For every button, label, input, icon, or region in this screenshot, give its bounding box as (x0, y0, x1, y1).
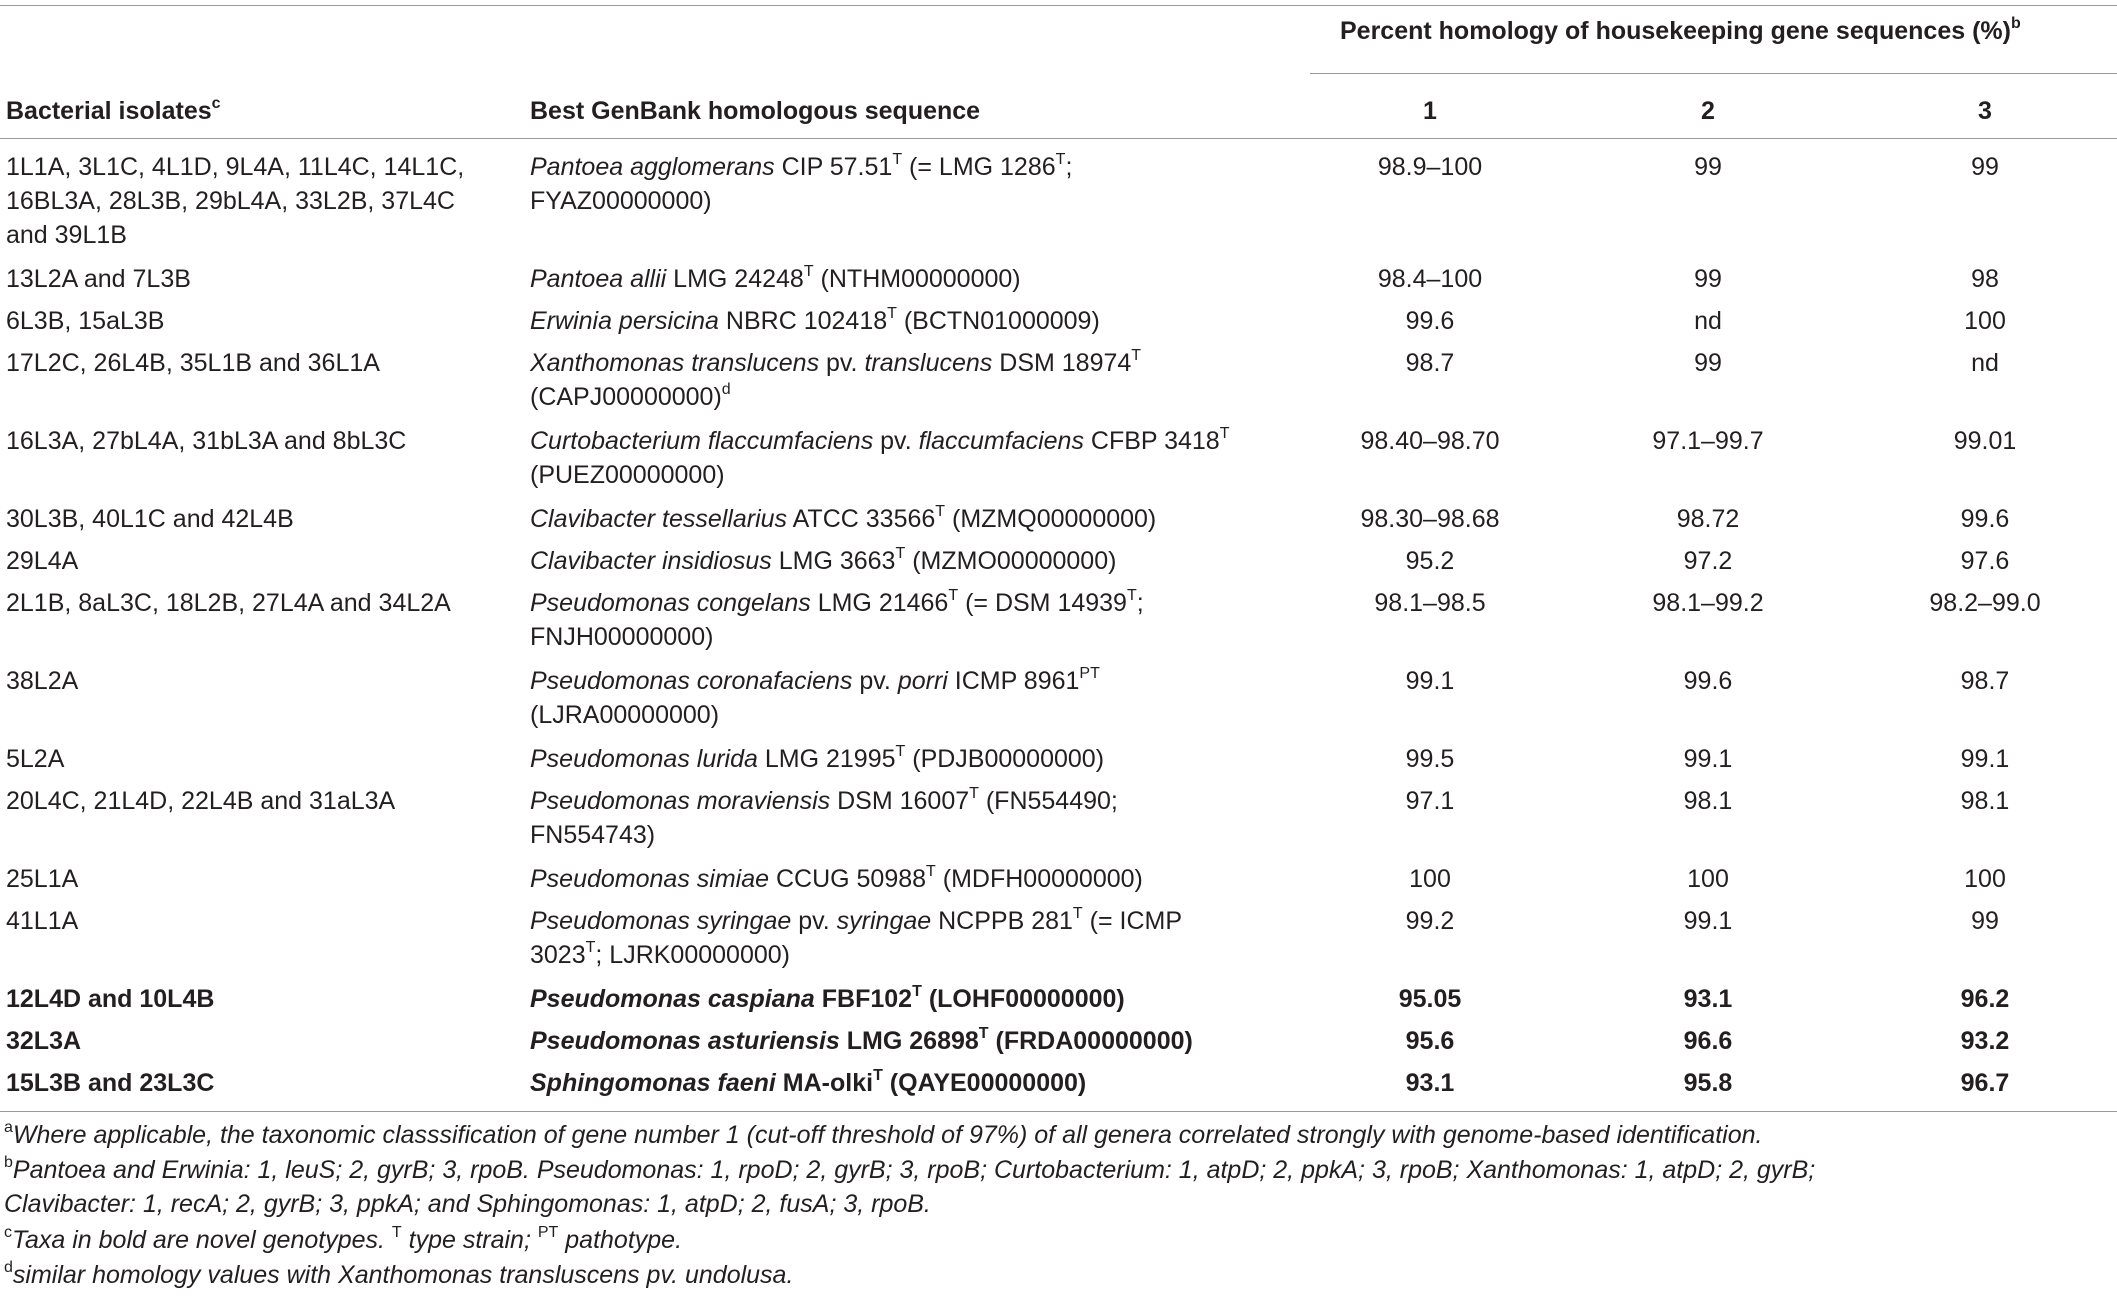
header-best-sequence: Best GenBank homologous sequence (530, 97, 981, 125)
row-value-1: 98.7 (1405, 349, 1455, 377)
row-value-3: 97.6 (1960, 547, 2010, 575)
row-isolates: 25L1A (6, 865, 79, 893)
row-value-1: 97.1 (1405, 787, 1455, 815)
header-gene-2: 2 (1701, 97, 1715, 125)
row-value-1: 99.1 (1405, 667, 1455, 695)
footnote-d: $^d$similar homology values with Xanthomonas transluscens pv. undolusa. (4, 1259, 794, 1289)
row-value-1: 98.40–98.70 (1360, 427, 1500, 455)
group-header: Percent homology of housekeeping gene sequences (%)$^b$ (1340, 15, 2021, 45)
header-bottom-rule (0, 138, 2117, 139)
row-value-1: 95.2 (1405, 547, 1455, 575)
row-isolates: 12L4D and 10L4B (6, 985, 215, 1013)
row-value-2: 99.1 (1683, 907, 1733, 935)
row-value-3: 96.2 (1960, 985, 2010, 1013)
row-value-3: 96.7 (1960, 1069, 2010, 1097)
row-isolates: 32L3A (6, 1027, 82, 1055)
row-value-1: 99.2 (1405, 907, 1455, 935)
row-value-3: 100 (1964, 307, 2006, 335)
row-value-1: 95.05 (1398, 985, 1462, 1013)
row-isolates: 30L3B, 40L1C and 42L4B (6, 505, 294, 533)
row-value-2: 93.1 (1683, 985, 1733, 1013)
row-value-3: 99.6 (1960, 505, 2010, 533)
footnote-b: $^b$Pantoea and Erwinia: 1, leuS; 2, gyrB; 3, rpoB. Pseudomonas: 1, rpoD; 2, gyrB; 3, rpoB; Curtobacterium: 1, atpD; 2, ppkA; 3, rpoB; Xanthomonas: 1, atpD; 2, gyrB; Clavibacter: 1, recA; 2, gyrB; 3, ppkA; and Sphingomonas: 1, atpD; 2, fusA; 3, rpoB. (4, 1154, 1816, 1218)
header-isolates: Bacterial isolates$^c$ (6, 95, 221, 125)
row-value-2: 97.1–99.7 (1652, 427, 1764, 455)
row-value-1: 100 (1409, 865, 1451, 893)
row-value-3: 99.1 (1960, 745, 2010, 773)
row-isolates: 29L4A (6, 547, 79, 575)
row-value-2: 99.6 (1683, 667, 1733, 695)
row-value-2: nd (1694, 307, 1722, 335)
row-value-3: 98 (1971, 265, 1999, 293)
row-isolates: 6L3B, 15aL3B (6, 307, 165, 335)
row-value-2: 100 (1687, 865, 1729, 893)
row-isolates: 1L1A, 3L1C, 4L1D, 9L4A, 11L4C, 14L1C, 16BL3A, 28L3B, 29bL4A, 33L2B, 37L4C and 39L1B (6, 153, 465, 249)
row-value-1: 98.9–100 (1377, 153, 1483, 181)
row-value-1: 95.6 (1405, 1027, 1455, 1055)
row-value-2: 99 (1694, 265, 1722, 293)
row-best-sequence: Pseudomonas moraviensis DSM $16007^T$ (FN554490; FN554743) (530, 785, 1118, 849)
row-best-sequence: Xanthomonas translucens pv. translucens DSM $18974^T$ (CAPJ00000000)$^d$ (530, 347, 1142, 411)
row-best-sequence: Clavibacter tessellarius ATCC $33566^T$ (MZMQ00000000) (530, 503, 1157, 533)
row-value-2: 99.1 (1683, 745, 1733, 773)
row-isolates: 38L2A (6, 667, 79, 695)
row-isolates: 16L3A, 27bL4A, 31bL3A and 8bL3C (6, 427, 407, 455)
row-isolates: 41L1A (6, 907, 79, 935)
footnote-c: $^c$Taxa in bold are novel genotypes. $^T$ type strain; $^{PT}$ pathotype. (4, 1224, 683, 1254)
row-value-2: 96.6 (1683, 1027, 1733, 1055)
row-best-sequence: Pantoea agglomerans CIP $57.51^T$ (= LMG $1286^T$; FYAZ00000000) (530, 151, 1073, 215)
row-isolates: 2L1B, 8aL3C, 18L2B, 27L4A and 34L2A (6, 589, 451, 617)
row-isolates: 13L2A and 7L3B (6, 265, 191, 293)
group-header-rule (1310, 73, 2117, 74)
row-value-3: 100 (1964, 865, 2006, 893)
row-best-sequence: Pseudomonas congelans LMG $21466^T$ (= DSM $14939^T$; FNJH00000000) (530, 587, 1144, 651)
row-best-sequence: Pseudomonas syringae pv. syringae NCPPB $281^T$ (= ICMP $3023^T$; LJRK00000000) (530, 905, 1183, 969)
row-value-3: 99 (1971, 907, 1999, 935)
footnote-a: $^a$Where applicable, the taxonomic classsification of gene number 1 (cut-off threshold of 97%) of all genera correlated strongly with genome-based identification. (4, 1119, 1763, 1149)
table-bottom-rule (0, 1111, 2117, 1112)
row-value-3: 99.01 (1953, 427, 2017, 455)
row-value-2: 95.8 (1683, 1069, 1733, 1097)
row-isolates: 5L2A (6, 745, 65, 773)
row-value-3: 98.1 (1960, 787, 2010, 815)
row-value-3: 93.2 (1960, 1027, 2010, 1055)
row-value-2: 98.1 (1683, 787, 1733, 815)
row-best-sequence: Pseudomonas caspiana $FBF102^T$ (LOHF00000000) (530, 983, 1125, 1013)
row-isolates: 17L2C, 26L4B, 35L1B and 36L1A (6, 349, 380, 377)
row-value-3: 98.7 (1960, 667, 2010, 695)
row-value-2: 98.72 (1676, 505, 1740, 533)
row-best-sequence: Sphingomonas faeni MA-olki$^T$ (QAYE00000000) (530, 1067, 1087, 1097)
row-value-1: 99.6 (1405, 307, 1455, 335)
row-isolates: 15L3B and 23L3C (6, 1069, 215, 1097)
row-best-sequence: Pseudomonas simiae CCUG $50988^T$ (MDFH00000000) (530, 863, 1143, 893)
row-value-1: 93.1 (1405, 1069, 1455, 1097)
row-value-3: 99 (1971, 153, 1999, 181)
row-value-2: 99 (1694, 349, 1722, 377)
row-value-2: 98.1–99.2 (1652, 589, 1764, 617)
row-best-sequence: Curtobacterium flaccumfaciens pv. flaccumfaciens CFBP $3418^T$ (PUEZ00000000) (530, 425, 1230, 489)
row-best-sequence: Pantoea allii LMG $24248^T$ (NTHM00000000) (530, 263, 1021, 293)
header-gene-3: 3 (1978, 97, 1992, 125)
row-value-2: 97.2 (1683, 547, 1733, 575)
row-value-1: 98.30–98.68 (1360, 505, 1500, 533)
table-top-rule (0, 5, 2117, 6)
row-value-1: 99.5 (1405, 745, 1455, 773)
row-best-sequence: Clavibacter insidiosus LMG $3663^T$ (MZMO00000000) (530, 545, 1117, 575)
row-value-3: nd (1971, 349, 1999, 377)
header-gene-1: 1 (1423, 97, 1437, 125)
row-value-1: 98.1–98.5 (1374, 589, 1486, 617)
row-best-sequence: Pseudomonas asturiensis LMG $26898^T$ (FRDA00000000) (530, 1025, 1193, 1055)
row-value-1: 98.4–100 (1377, 265, 1483, 293)
row-value-2: 99 (1694, 153, 1722, 181)
row-best-sequence: Erwinia persicina NBRC $102418^T$ (BCTN01000009) (530, 305, 1100, 335)
row-value-3: 98.2–99.0 (1929, 589, 2041, 617)
row-best-sequence: Pseudomonas coronafaciens pv. porri ICMP $8961^{PT}$ (LJRA00000000) (530, 665, 1100, 729)
row-best-sequence: Pseudomonas lurida LMG $21995^T$ (PDJB00000000) (530, 743, 1105, 773)
row-isolates: 20L4C, 21L4D, 22L4B and 31aL3A (6, 787, 396, 815)
